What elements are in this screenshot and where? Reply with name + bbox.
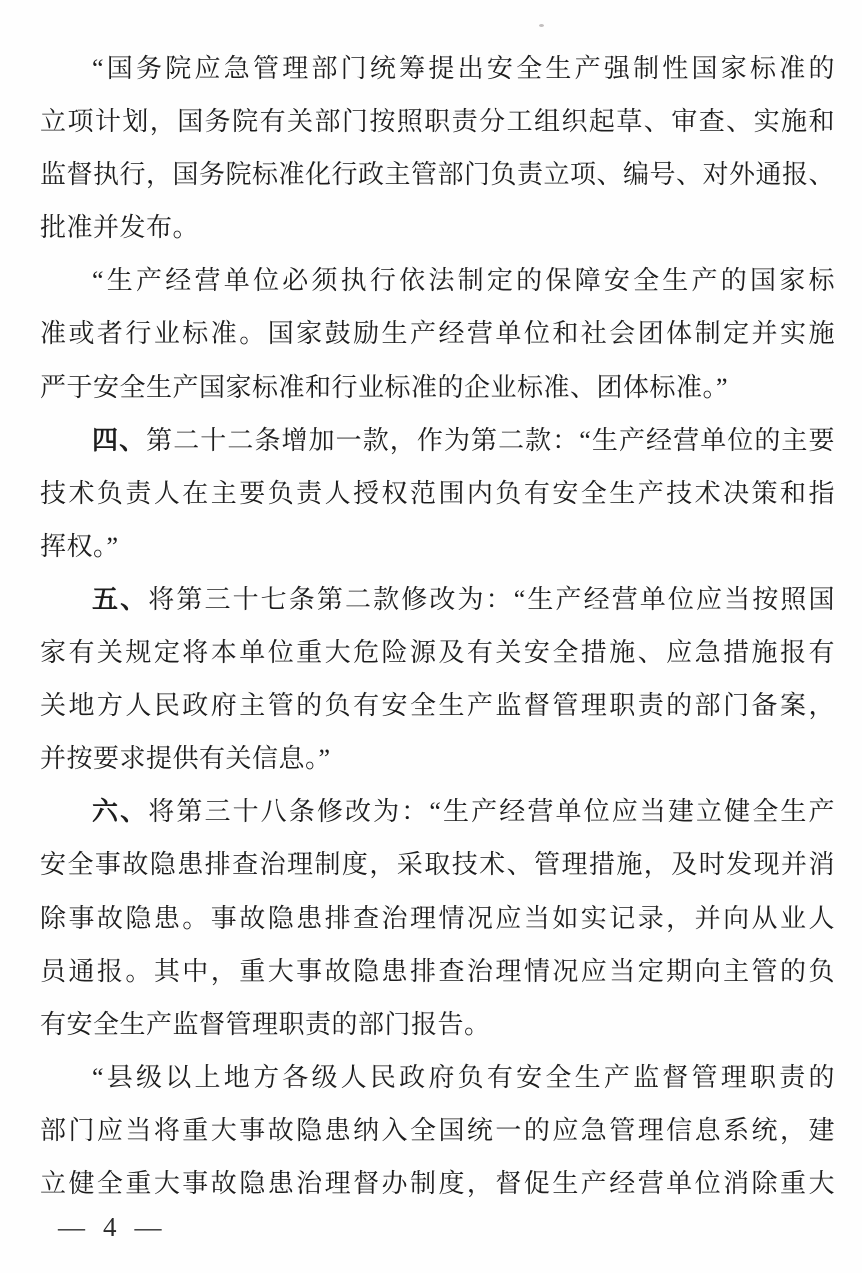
item-number: 五、 (92, 584, 149, 614)
line-text: 批准并发布。 (40, 213, 200, 243)
line-text: 技术负责人在主要负责人授权范围内负有安全生产技术决策和指 (40, 478, 835, 508)
text-line (40, 1051, 835, 1104)
text-line (40, 467, 835, 520)
line-text: 将第三十七条第二款修改为：“生产经营单位应当按照国 (148, 584, 835, 614)
text-line (40, 785, 835, 838)
page-number-dash-right: — (134, 1212, 163, 1242)
text-line (40, 838, 835, 891)
text-line (40, 998, 835, 1051)
line-text: 第二十二条增加一款，作为第二款：“生产经营单位的主要 (146, 425, 835, 455)
line-text: 家有关规定将本单位重大危险源及有关安全措施、应急措施报有 (40, 638, 835, 668)
line-text: 并按要求提供有关信息。” (40, 744, 331, 774)
text-line (40, 892, 835, 945)
line-text: 准或者行业标准。国家鼓励生产经营单位和社会团体制定并实施 (40, 319, 835, 349)
line-text: 员通报。其中，重大事故隐患排查治理情况应当定期向主管的负 (40, 956, 835, 986)
line-text: 挥权。” (40, 531, 119, 561)
paragraph-item-5 (40, 573, 835, 785)
text-line (40, 42, 835, 95)
page-number (58, 1212, 163, 1243)
line-text: 立健全重大事故隐患治理督办制度，督促生产经营单位消除重大 (40, 1168, 835, 1198)
line-text: 有安全生产监督管理职责的部门报告。 (40, 1009, 491, 1039)
line-text: 严于安全生产国家标准和行业标准的企业标准、团体标准。” (40, 372, 729, 402)
page-number-value: 4 (103, 1212, 118, 1242)
text-line (40, 679, 835, 732)
item-number: 四、 (92, 425, 147, 455)
text-line (40, 1157, 835, 1210)
text-line (40, 1104, 835, 1157)
line-text: 关地方人民政府主管的负有安全生产监督管理职责的部门备案， (40, 691, 835, 721)
text-line (40, 201, 835, 254)
line-text: 部门应当将重大事故隐患纳入全国统一的应急管理信息系统，建 (40, 1115, 835, 1145)
line-text: “县级以上地方各级人民政府负有安全生产监督管理职责的 (92, 1062, 835, 1092)
text-line (40, 945, 835, 998)
paragraph-standards-plan (40, 42, 835, 254)
line-text: “生产经营单位必须执行依法制定的保障安全生产的国家标 (92, 266, 835, 296)
text-line (40, 520, 835, 573)
text-line (40, 414, 835, 467)
document-text-block (40, 42, 835, 1210)
page-number-dash-left: — (58, 1212, 86, 1242)
text-line (40, 95, 835, 148)
line-text: 立项计划，国务院有关部门按照职责分工组织起草、审查、实施和 (40, 107, 835, 137)
text-line (40, 361, 835, 414)
text-line (40, 307, 835, 360)
text-line (40, 254, 835, 307)
paragraph-county-governments (40, 1051, 835, 1210)
line-text: “国务院应急管理部门统筹提出安全生产强制性国家标准的 (92, 54, 835, 83)
line-text: 除事故隐患。事故隐患排查治理情况应当如实记录，并向从业人 (40, 903, 835, 933)
text-line (40, 732, 835, 785)
item-number: 六、 (92, 797, 149, 827)
text-line (40, 573, 835, 626)
scan-speck (539, 24, 544, 27)
paragraph-item-4 (40, 414, 835, 573)
line-text: 监督执行，国务院标准化行政主管部门负责立项、编号、对外通报、 (40, 160, 835, 190)
paragraph-standards-compliance (40, 254, 835, 413)
paragraph-item-6 (40, 785, 835, 1050)
line-text: 将第三十八条修改为：“生产经营单位应当建立健全生产 (148, 797, 835, 827)
line-text: 安全事故隐患排查治理制度，采取技术、管理措施，及时发现并消 (40, 850, 835, 880)
text-line (40, 626, 835, 679)
text-line (40, 148, 835, 201)
